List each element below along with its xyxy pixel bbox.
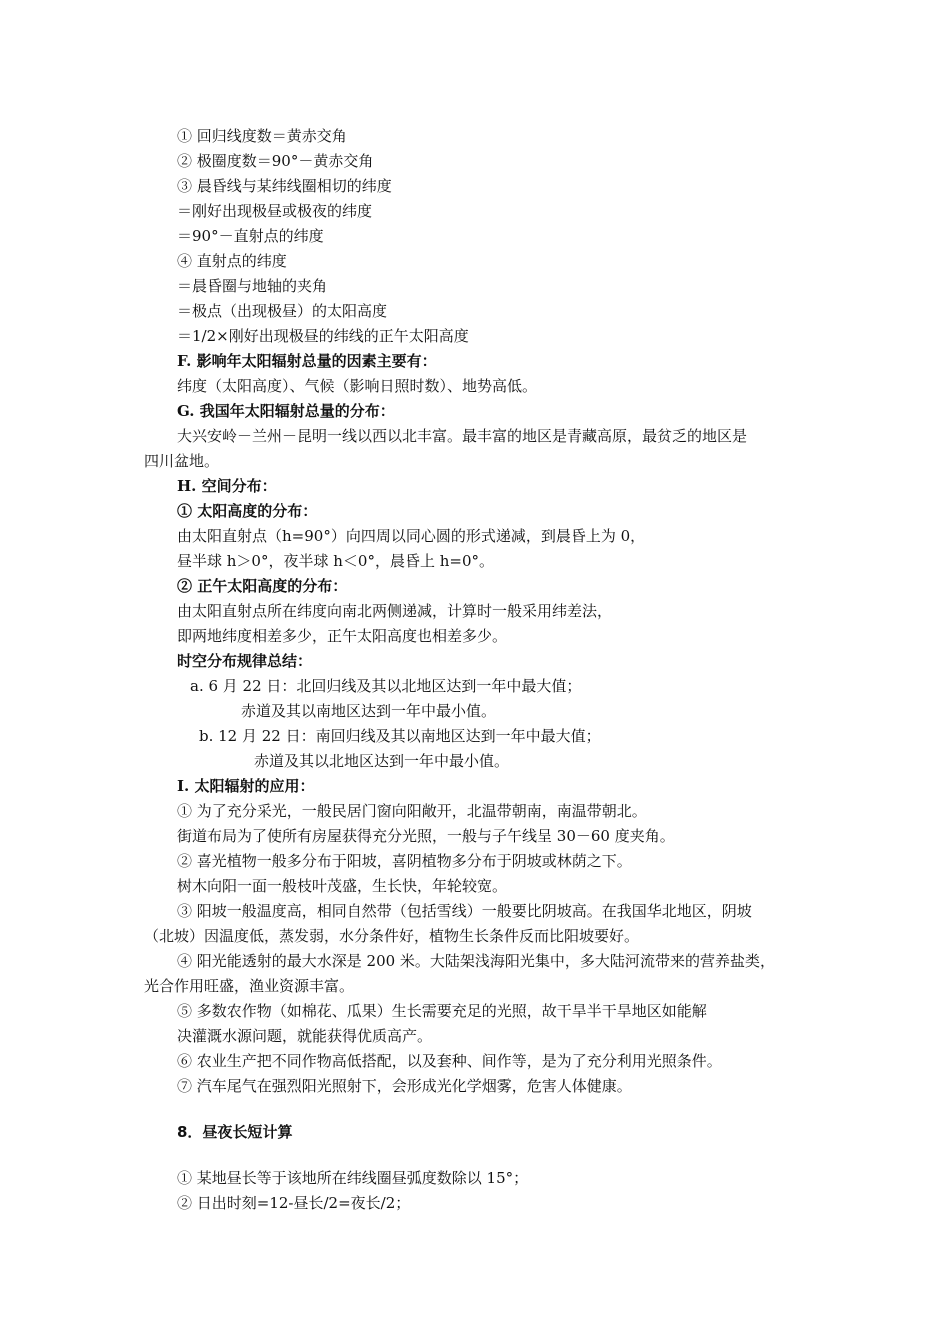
text-line: 四川盆地。	[144, 452, 220, 470]
text-line: ＝1/2×刚好出现极昼的纬线的正午太阳高度	[177, 327, 469, 345]
text-line: ＝刚好出现极昼或极夜的纬度	[177, 202, 373, 220]
section-heading-g: G. 我国年太阳辐射总量的分布：	[177, 402, 395, 420]
text-line: ④ 直射点的纬度	[177, 252, 287, 270]
text-line: ③ 阳坡一般温度高，相同自然带（包括雪线）一般要比阴坡高。在我国华北地区，阴坡	[177, 902, 752, 920]
text-line: ① 为了充分采光，一般民居门窗向阳敞开，北温带朝南，南温带朝北。	[177, 802, 647, 820]
text-line: ＝晨昏圈与地轴的夹角	[177, 277, 328, 295]
text-line: ② 极圈度数＝90°－黄赤交角	[177, 152, 374, 170]
text-line: ⑦ 汽车尾气在强烈阳光照射下，会形成光化学烟雾，危害人体健康。	[177, 1077, 632, 1095]
text-line: ⑥ 农业生产把不同作物高低搭配，以及套种、间作等，是为了充分利用光照条件。	[177, 1052, 722, 1070]
text-line: a. 6 月 22 日：北回归线及其以北地区达到一年中最大值；	[190, 677, 582, 695]
text-line: 由太阳直射点所在纬度向南北两侧递减，计算时一般采用纬差法，	[177, 602, 613, 620]
subheading: ② 正午太阳高度的分布：	[177, 577, 348, 595]
text-line: 赤道及其以北地区达到一年中最小值。	[254, 752, 510, 770]
text-line: ＝90°－直射点的纬度	[177, 227, 324, 245]
text-line: 决灌溉水源问题，就能获得优质高产。	[177, 1027, 433, 1045]
section-heading-h: H. 空间分布：	[177, 477, 277, 495]
subheading: ① 太阳高度的分布：	[177, 502, 318, 520]
text-line: 由太阳直射点（h=90°）向四周以同心圆的形式递减，到晨昏上为 0，	[177, 527, 646, 545]
text-line: ＝极点（出现极昼）的太阳高度	[177, 302, 388, 320]
text-line: 大兴安岭－兰州－昆明一线以西以北丰富。最丰富的地区是青藏高原，最贫乏的地区是	[177, 427, 748, 445]
section-heading-8: 8．昼夜长短计算	[177, 1123, 293, 1141]
text-line: 纬度（太阳高度）、气候（影响日照时数）、地势高低。	[177, 377, 538, 395]
text-line: 树木向阳一面一般枝叶茂盛，生长快，年轮较宽。	[177, 877, 508, 895]
subheading: 时空分布规律总结：	[177, 652, 313, 670]
text-line: ② 日出时刻=12-昼长/2=夜长/2；	[177, 1194, 411, 1212]
text-line: ③ 晨昏线与某纬线圈相切的纬度	[177, 177, 392, 195]
text-line: ② 喜光植物一般多分布于阳坡，喜阴植物多分布于阴坡或林荫之下。	[177, 852, 632, 870]
text-line: b. 12 月 22 日：南回归线及其以南地区达到一年中最大值；	[199, 727, 601, 745]
text-line: ① 回归线度数＝黄赤交角	[177, 127, 347, 145]
text-line: ⑤ 多数农作物（如棉花、瓜果）生长需要充足的光照，故干旱半干旱地区如能解	[177, 1002, 707, 1020]
section-heading-f: F. 影响年太阳辐射总量的因素主要有：	[177, 352, 437, 370]
section-heading-i: I. 太阳辐射的应用：	[177, 777, 315, 795]
text-line: 昼半球 h＞0°，夜半球 h＜0°，晨昏上 h=0°。	[177, 552, 494, 570]
text-line: （北坡）因温度低，蒸发弱，水分条件好，植物生长条件反而比阳坡要好。	[144, 927, 640, 945]
text-line: ④ 阳光能透射的最大水深是 200 米。大陆架浅海阳光集中，多大陆河流带来的营养盐类，	[177, 952, 775, 970]
text-line: 即两地纬度相差多少，正午太阳高度也相差多少。	[177, 627, 508, 645]
text-line: 光合作用旺盛，渔业资源丰富。	[144, 977, 355, 995]
text-line: ① 某地昼长等于该地所在纬线圈昼弧度数除以 15°；	[177, 1169, 529, 1187]
text-line: 赤道及其以南地区达到一年中最小值。	[241, 702, 497, 720]
text-line: 街道布局为了使所有房屋获得充分光照，一般与子午线呈 30－60 度夹角。	[177, 827, 675, 845]
